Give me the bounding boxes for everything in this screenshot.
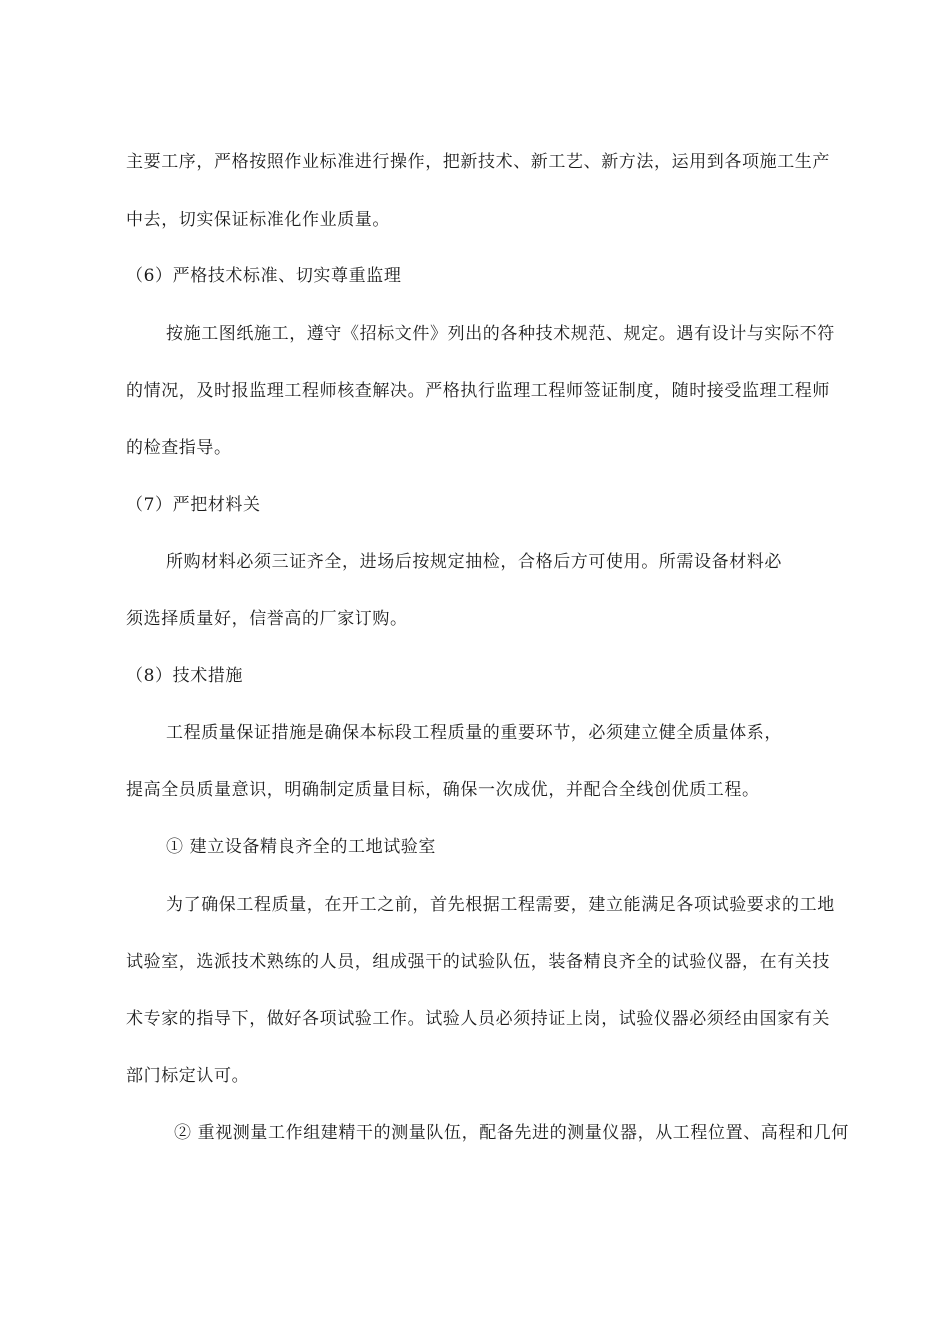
paragraph-line: 的情况，及时报监理工程师核查解决。严格执行监理工程师签证制度，随时接受监理工程师 [126, 381, 830, 401]
paragraph-line: 工程质量保证措施是确保本标段工程质量的重要环节，必须建立健全质量体系， [166, 723, 782, 743]
paragraph-line: 术专家的指导下，做好各项试验工作。试验人员必须持证上岗，试验仪器必须经由国家有关 [126, 1009, 830, 1029]
section-heading: （8）技术措施 [126, 666, 244, 686]
paragraph-line: 的检查指导。 [126, 438, 232, 458]
subsection-heading: ① 建立设备精良齐全的工地试验室 [166, 837, 437, 857]
paragraph-line: 中去，切实保证标准化作业质量。 [126, 210, 390, 230]
section-heading: （6）严格技术标准、切实尊重监理 [126, 266, 402, 286]
paragraph-line: 部门标定认可。 [126, 1066, 250, 1086]
paragraph-line: 须选择质量好，信誉高的厂家订购。 [126, 609, 408, 629]
paragraph-line: 为了确保工程质量，在开工之前，首先根据工程需要，建立能满足各项试验要求的工地 [166, 895, 835, 915]
paragraph-line: 提高全员质量意识，明确制定质量目标，确保一次成优，并配合全线创优质工程。 [126, 780, 760, 800]
paragraph-line: 主要工序，严格按照作业标准进行操作，把新技术、新工艺、新方法，运用到各项施工生产 [126, 152, 830, 172]
section-heading: （7）严把材料关 [126, 495, 261, 515]
paragraph-line: 试验室，选派技术熟练的人员，组成强干的试验队伍，装备精良齐全的试验仪器，在有关技 [126, 952, 830, 972]
paragraph-line: 按施工图纸施工，遵守《招标文件》列出的各种技术规范、规定。遇有设计与实际不符 [166, 324, 835, 344]
subsection-heading: ② 重视测量工作组建精干的测量队伍，配备先进的测量仪器，从工程位置、高程和几何 [174, 1123, 849, 1143]
paragraph-line: 所购材料必须三证齐全，进场后按规定抽检，合格后方可使用。所需设备材料必 [166, 552, 782, 572]
